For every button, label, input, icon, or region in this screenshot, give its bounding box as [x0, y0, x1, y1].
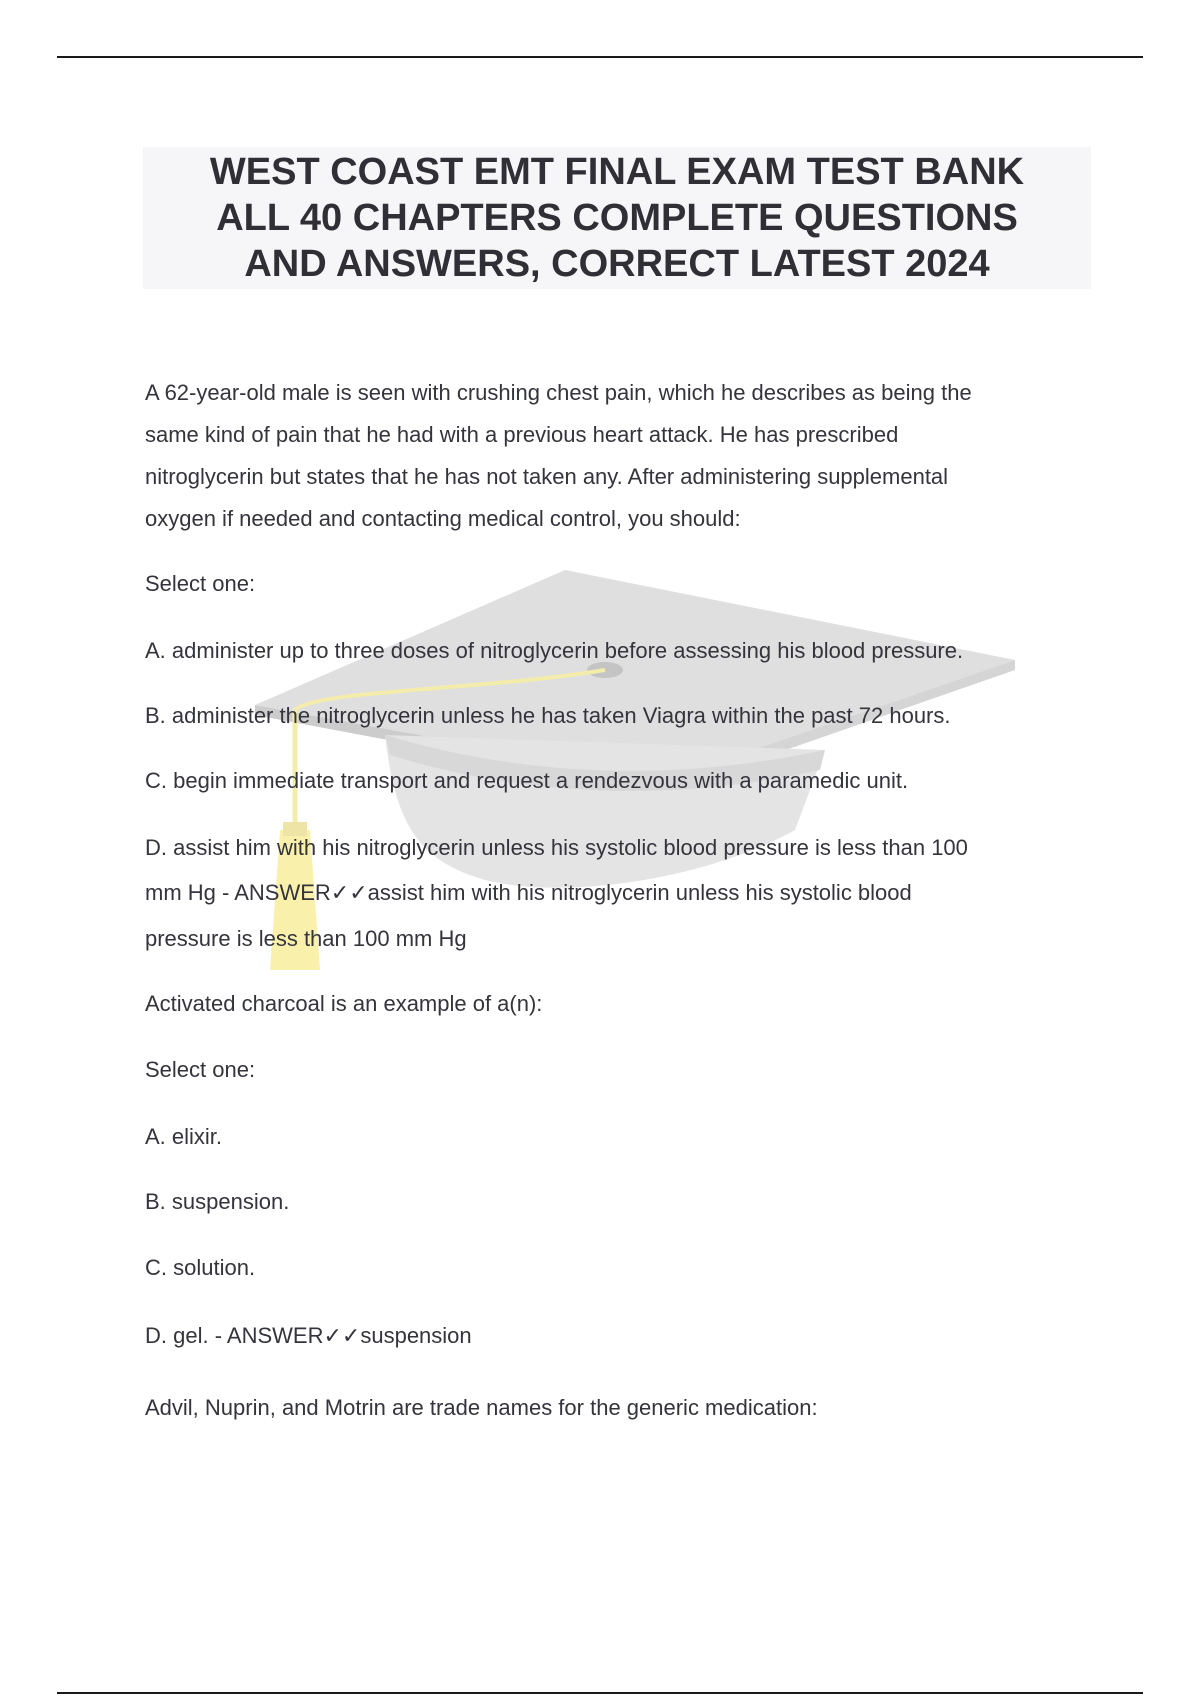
top-rule [57, 56, 1143, 58]
q1-option-d-line-2: mm Hg - ANSWER✓✓assist him with his nitroglycerin unless his systolic blood [145, 880, 912, 905]
q1-text-line-1: A 62-year-old male is seen with crushing chest pain, which he describes as being the [145, 380, 972, 405]
q1-text-line-3: nitroglycerin but states that he has not taken any. After administering supplemental [145, 464, 949, 489]
q2-select-one: Select one: [145, 1057, 256, 1082]
q1-option-d-line-3: pressure is less than 100 mm Hg [145, 926, 467, 951]
title-line-2: ALL 40 CHAPTERS COMPLETE QUESTIONS [216, 197, 1018, 239]
q2-option-d: D. gel. - ANSWER✓✓suspension [145, 1323, 472, 1348]
q1-option-a: A. administer up to three doses of nitroglycerin before assessing his blood pressure. [145, 638, 964, 663]
title-banner [143, 147, 1091, 289]
q1-text-line-2: same kind of pain that he had with a previous heart attack. He has prescribed [145, 422, 899, 447]
q3-question: Advil, Nuprin, and Motrin are trade names for the generic medication: [145, 1395, 818, 1420]
document-title [210, 149, 1024, 287]
q1-select-one: Select one: [145, 571, 256, 596]
bottom-rule [57, 1692, 1143, 1694]
q1-option-d-line-1: D. assist him with his nitroglycerin unless his systolic blood pressure is less than 100 [145, 835, 968, 860]
q1-text-line-4: oxygen if needed and contacting medical control, you should: [145, 506, 741, 531]
q1-option-b: B. administer the nitroglycerin unless he has taken Viagra within the past 72 hours. [145, 703, 951, 728]
q2-option-b: B. suspension. [145, 1189, 290, 1214]
q2-option-a: A. elixir. [145, 1124, 223, 1149]
title-line-1: WEST COAST EMT FINAL EXAM TEST BANK [209, 151, 1025, 193]
title-line-3: AND ANSWERS, CORRECT LATEST 2024 [244, 243, 990, 285]
q2-question: Activated charcoal is an example of a(n): [145, 991, 543, 1016]
q1-option-c: C. begin immediate transport and request a rendezvous with a paramedic unit. [145, 768, 909, 793]
q2-option-c: C. solution. [145, 1255, 256, 1280]
